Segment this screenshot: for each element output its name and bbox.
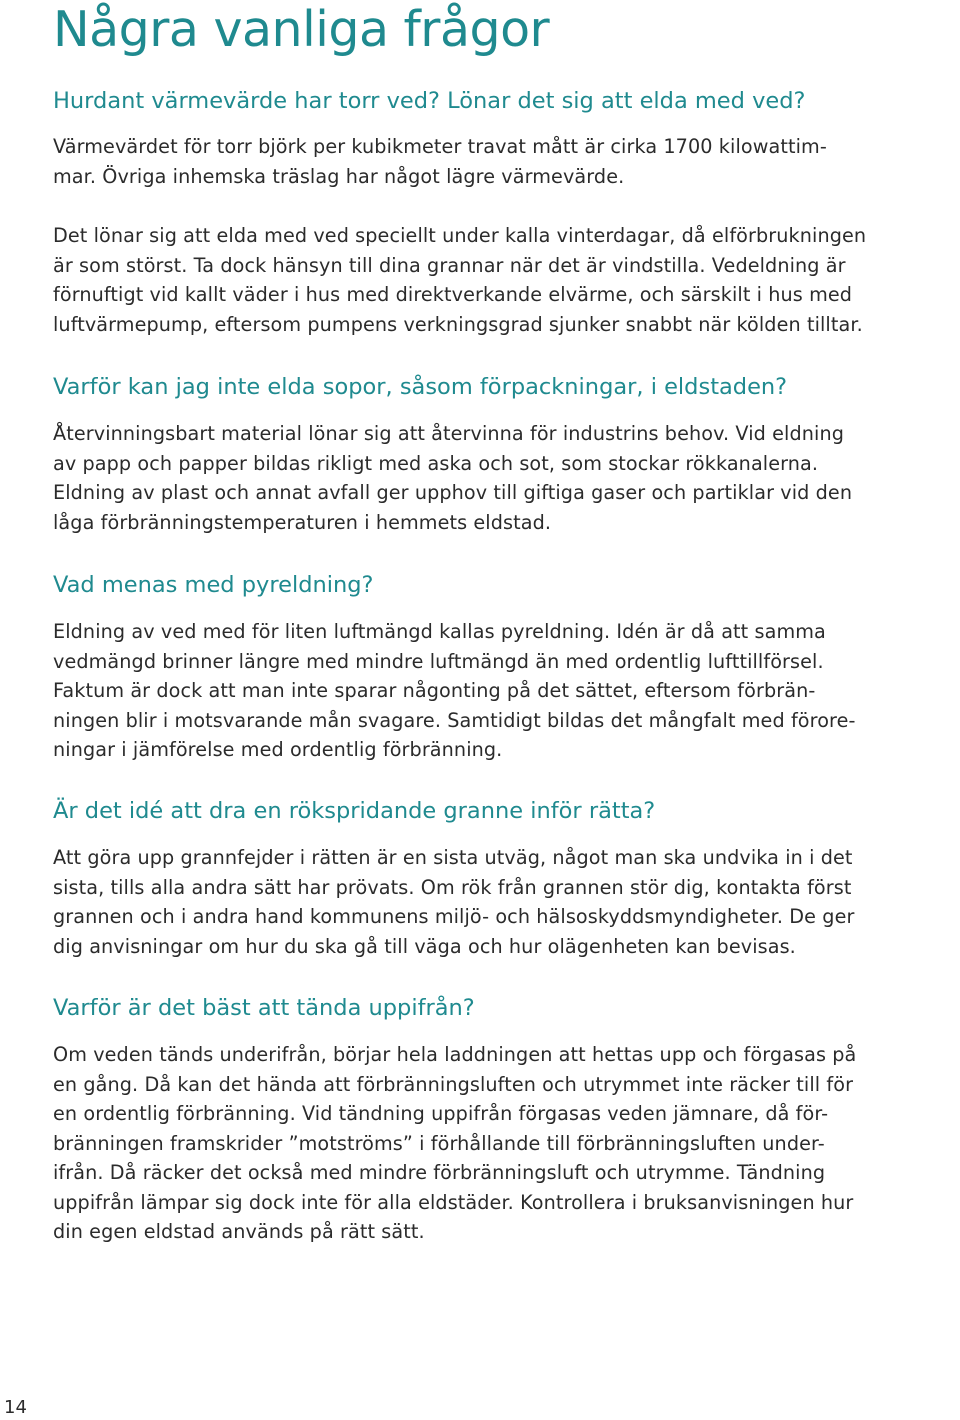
text-line: Eldning av ved med för liten luftmängd kallas pyreldning. Idén är då att samma bbox=[53, 620, 826, 643]
text-line: förnuftigt vid kallt väder i hus med direktverkande elvärme, och särskilt i hus med bbox=[53, 283, 853, 306]
faq-question: Är det idé att dra en rökspridande granne inför rätta? bbox=[53, 798, 656, 824]
faq-question: Hurdant värmevärde har torr ved? Lönar det sig att elda med ved? bbox=[53, 88, 806, 114]
faq-item-smouldering bbox=[53, 570, 958, 765]
text-line: är som störst. Ta dock hänsyn till dina grannar när det är vindstilla. Vedeldning är bbox=[53, 253, 846, 277]
text-line: Eldning av plast och annat avfall ger upphov till giftiga gaser och partiklar vid den bbox=[53, 481, 853, 504]
text-line: dig anvisningar om hur du ska gå till väga och hur olägenheten kan bevisas. bbox=[53, 934, 796, 958]
faq-answer-paragraph bbox=[53, 1040, 958, 1247]
faq-answer-paragraph bbox=[53, 419, 958, 537]
faq-answer-paragraph bbox=[53, 843, 958, 961]
text-line: din egen eldstad används på rätt sätt. bbox=[53, 1220, 425, 1243]
text-line: av papp och papper bildas rikligt med aska och sot, som stockar rökkanalerna. bbox=[53, 451, 819, 475]
text-line: en gång. Då kan det hända att förbränningsluften och utrymmet inte räcker till för bbox=[53, 1072, 854, 1096]
text-line: mar. Övriga inhemska träslag har något lägre värmevärde. bbox=[53, 164, 625, 188]
text-line: Värmevärdet för torr björk per kubikmeter travat mått är cirka 1700 kilowattim- bbox=[53, 135, 827, 158]
faq-item-neighbour bbox=[53, 796, 958, 961]
page-title: Några vanliga frågor bbox=[53, 1, 550, 58]
faq-answer-paragraph bbox=[53, 221, 958, 339]
text-line: Att göra upp grannfejder i rätten är en sista utväg, något man ska undvika in i det bbox=[53, 846, 853, 869]
faq-item-top-down-lighting bbox=[53, 993, 958, 1247]
faq-question: Varför är det bäst att tända uppifrån? bbox=[53, 995, 475, 1021]
faq-item-warmth-value bbox=[53, 86, 958, 339]
text-line: en ordentlig förbränning. Vid tändning uppifrån förgasas veden jämnare, då för- bbox=[53, 1102, 829, 1125]
text-line: Om veden tänds underifrån, börjar hela laddningen att hettas upp och förgasas på bbox=[53, 1043, 857, 1066]
text-line: ifrån. Då räcker det också med mindre förbränningsluft och utrymme. Tändning bbox=[53, 1161, 826, 1184]
text-line: uppifrån lämpar sig dock inte för alla eldstäder. Kontrollera i bruksanvisningen hur bbox=[53, 1190, 854, 1214]
faq-answer-paragraph bbox=[53, 132, 958, 191]
faq-answer-paragraph bbox=[53, 617, 958, 765]
text-line: Det lönar sig att elda med ved speciellt under kalla vinterdagar, då elförbrukningen bbox=[53, 224, 867, 247]
text-line: ningar i jämförelse med ordentlig förbränning. bbox=[53, 738, 503, 761]
text-line: bränningen framskrider ”motströms” i förhållande till förbränningsluften under- bbox=[53, 1131, 825, 1155]
text-line: låga förbränningstemperaturen i hemmets eldstad. bbox=[53, 510, 552, 534]
text-line: sista, tills alla andra sätt har prövats. Om rök från grannen stör dig, kontakta först bbox=[53, 875, 852, 899]
faq-question: Vad menas med pyreldning? bbox=[53, 572, 374, 598]
text-line: ningen blir i motsvarande mån svagare. Samtidigt bildas det mångfalt med förore- bbox=[53, 708, 856, 732]
text-line: Återvinningsbart material lönar sig att återvinna för industrins behov. Vid eldning bbox=[53, 422, 844, 445]
text-line: vedmängd brinner längre med mindre luftmängd än med ordentlig lufttillförsel. bbox=[53, 649, 824, 673]
text-line: luftvärmepump, eftersom pumpens verkningsgrad sjunker snabbt när kölden tilltar. bbox=[53, 312, 863, 336]
text-line: grannen och i andra hand kommunens miljö- och hälsoskyddsmyndigheter. De ger bbox=[53, 905, 855, 928]
text-line: Faktum är dock att man inte sparar någonting på det sättet, eftersom förbrän- bbox=[53, 679, 816, 702]
faq-item-burning-trash bbox=[53, 372, 958, 537]
page-number: 14 bbox=[4, 1397, 27, 1418]
faq-question: Varför kan jag inte elda sopor, såsom förpackningar, i eldstaden? bbox=[53, 374, 788, 400]
